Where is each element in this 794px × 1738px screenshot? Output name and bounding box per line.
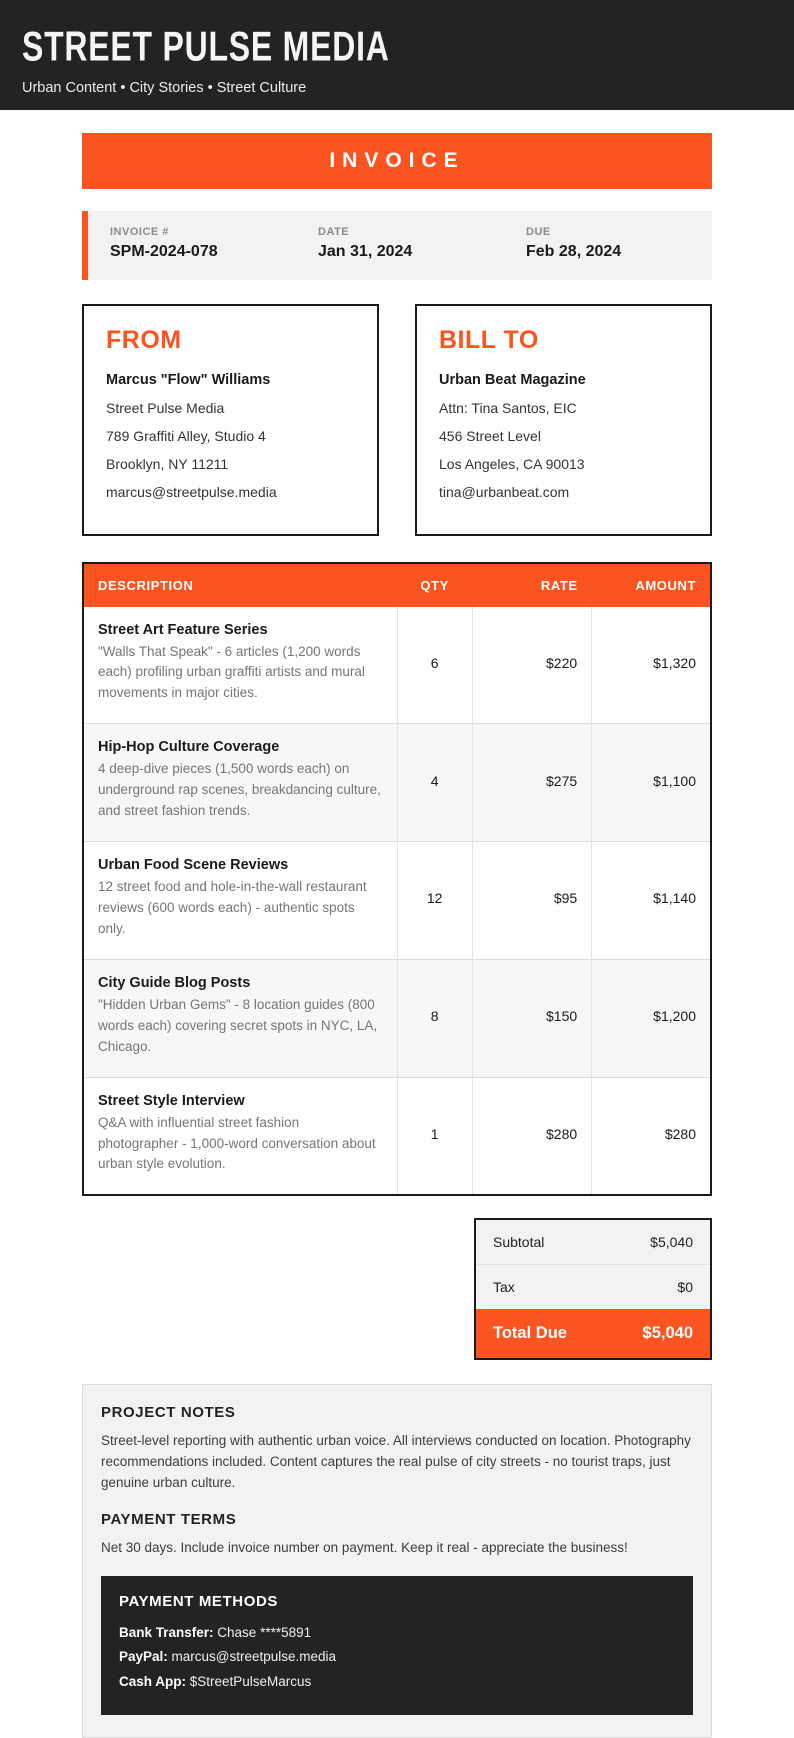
item-description: "Walls That Speak" - 6 articles (1,200 words each) profiling urban graffiti artists and mural movements in major cities. bbox=[98, 643, 365, 701]
payment-terms-heading: PAYMENT TERMS bbox=[101, 1511, 237, 1529]
item-description: Q&A with influential street fashion photographer - 1,000-word conversation about urban style evolution. bbox=[98, 1114, 376, 1172]
item-description: 12 street food and hole-in-the-wall restaurant reviews (600 words each) - authentic spots only. bbox=[98, 879, 367, 936]
line-items-table bbox=[82, 562, 712, 1197]
payment-method-bank-label: Bank Transfer: bbox=[119, 1625, 218, 1641]
item-title: Urban Food Scene Reviews bbox=[98, 857, 289, 874]
invoice-title-banner: INVOICE bbox=[82, 133, 712, 189]
header-qty: QTY bbox=[397, 563, 472, 607]
payment-method-bank bbox=[119, 1621, 675, 1645]
item-amount: $1,200 bbox=[592, 959, 711, 1077]
item-rate: $150 bbox=[472, 959, 591, 1077]
item-rate: $220 bbox=[472, 607, 591, 724]
payment-terms-body: Net 30 days. Include invoice number on payment. Keep it real - appreciate the business! bbox=[101, 1540, 628, 1556]
item-qty: 6 bbox=[397, 607, 472, 724]
meta-date-value: Jan 31, 2024 bbox=[318, 243, 413, 260]
total-due-label: Total Due bbox=[493, 1324, 567, 1343]
item-amount: $1,320 bbox=[653, 654, 696, 671]
bill-to-box bbox=[415, 304, 712, 536]
item-title: City Guide Blog Posts bbox=[98, 974, 251, 991]
table-row bbox=[83, 724, 711, 842]
from-box bbox=[82, 304, 379, 536]
item-title: Street Art Feature Series bbox=[98, 621, 268, 638]
item-amount: $1,100 bbox=[592, 724, 711, 842]
bill-to-email: tina@urbanbeat.com bbox=[439, 484, 570, 501]
payment-methods-box bbox=[101, 1576, 693, 1715]
meta-invoice-number-label: INVOICE # bbox=[110, 226, 169, 238]
project-notes-heading: PROJECT NOTES bbox=[101, 1404, 236, 1422]
meta-invoice-number bbox=[88, 226, 296, 261]
tax-value: $0 bbox=[677, 1279, 693, 1296]
meta-invoice-number-value: SPM-2024-078 bbox=[110, 243, 218, 260]
payment-method-paypal bbox=[119, 1645, 675, 1669]
meta-due-value: Feb 28, 2024 bbox=[526, 243, 622, 260]
meta-due-label: DUE bbox=[526, 226, 551, 238]
item-description: "Hidden Urban Gems" - 8 location guides (800 words each) covering secret spots in NYC, LA, Chicago. bbox=[98, 996, 378, 1054]
item-qty: 8 bbox=[397, 959, 472, 1077]
meta-due bbox=[504, 226, 712, 261]
table-row bbox=[83, 607, 711, 724]
item-rate: $280 bbox=[472, 1077, 591, 1195]
from-heading: FROM bbox=[106, 326, 182, 354]
payment-method-paypal-value: marcus@streetpulse.media bbox=[171, 1649, 337, 1665]
header-description: DESCRIPTION bbox=[83, 563, 397, 607]
item-title: Street Style Interview bbox=[98, 1092, 245, 1109]
item-qty: 12 bbox=[397, 842, 472, 960]
brand-name: STREET PULSE MEDIA bbox=[22, 22, 390, 70]
table-row bbox=[83, 1077, 711, 1195]
item-amount: $1,140 bbox=[592, 842, 711, 960]
bill-to-line: Attn: Tina Santos, EIC bbox=[439, 400, 577, 417]
meta-date-label: DATE bbox=[318, 226, 350, 238]
bill-to-heading: BILL TO bbox=[439, 326, 539, 354]
total-due-row bbox=[476, 1309, 710, 1358]
meta-date bbox=[296, 226, 504, 261]
payment-method-cashapp bbox=[119, 1670, 675, 1694]
project-notes-body: Street-level reporting with authentic urban voice. All interviews conducted on location. Photography recommendations included. Content captures the real pulse of city streets - no tourist traps, just genuine urban culture. bbox=[101, 1433, 691, 1491]
invoice-container bbox=[82, 133, 712, 1738]
invoice-meta-bar bbox=[82, 211, 712, 280]
subtotal-label: Subtotal bbox=[493, 1234, 545, 1251]
item-rate: $275 bbox=[472, 724, 591, 842]
tax-label: Tax bbox=[493, 1279, 515, 1296]
from-email: marcus@streetpulse.media bbox=[106, 484, 277, 501]
totals-box bbox=[474, 1218, 712, 1360]
payment-method-cashapp-label: Cash App: bbox=[119, 1673, 190, 1689]
bill-to-line: Los Angeles, CA 90013 bbox=[439, 456, 585, 473]
payment-methods-heading: PAYMENT METHODS bbox=[119, 1593, 279, 1611]
bill-to-name: Urban Beat Magazine bbox=[439, 372, 586, 388]
header-amount: AMOUNT bbox=[592, 563, 711, 607]
from-line: Street Pulse Media bbox=[106, 400, 225, 417]
tax-row bbox=[476, 1264, 710, 1309]
item-amount: $280 bbox=[592, 1077, 711, 1195]
table-row bbox=[83, 842, 711, 960]
from-line: Brooklyn, NY 11211 bbox=[106, 456, 229, 473]
notes-section bbox=[82, 1384, 712, 1738]
item-description: 4 deep-dive pieces (1,500 words each) on underground rap scenes, breakdancing culture, and street fashion trends. bbox=[98, 761, 381, 819]
subtotal-row bbox=[476, 1220, 710, 1264]
table-row bbox=[83, 959, 711, 1077]
payment-method-cashapp-value: $StreetPulseMarcus bbox=[189, 1673, 312, 1689]
item-rate: $95 bbox=[472, 842, 591, 960]
item-title: Hip-Hop Culture Coverage bbox=[98, 739, 280, 756]
from-name: Marcus "Flow" Williams bbox=[106, 372, 271, 388]
item-qty: 4 bbox=[397, 724, 472, 842]
item-qty: 1 bbox=[397, 1077, 472, 1195]
subtotal-value: $5,040 bbox=[650, 1234, 693, 1251]
from-line: 789 Graffiti Alley, Studio 4 bbox=[106, 428, 266, 445]
header-rate: RATE bbox=[472, 563, 591, 607]
site-header bbox=[0, 0, 794, 110]
bill-to-line: 456 Street Level bbox=[439, 428, 541, 445]
payment-method-bank-value: Chase ****5891 bbox=[217, 1625, 312, 1641]
brand-tagline: Urban Content • City Stories • Street Culture bbox=[22, 80, 307, 96]
total-due-value: $5,040 bbox=[642, 1324, 693, 1343]
address-row bbox=[82, 304, 712, 536]
payment-method-paypal-label: PayPal: bbox=[119, 1649, 172, 1665]
line-items-header bbox=[83, 563, 711, 607]
